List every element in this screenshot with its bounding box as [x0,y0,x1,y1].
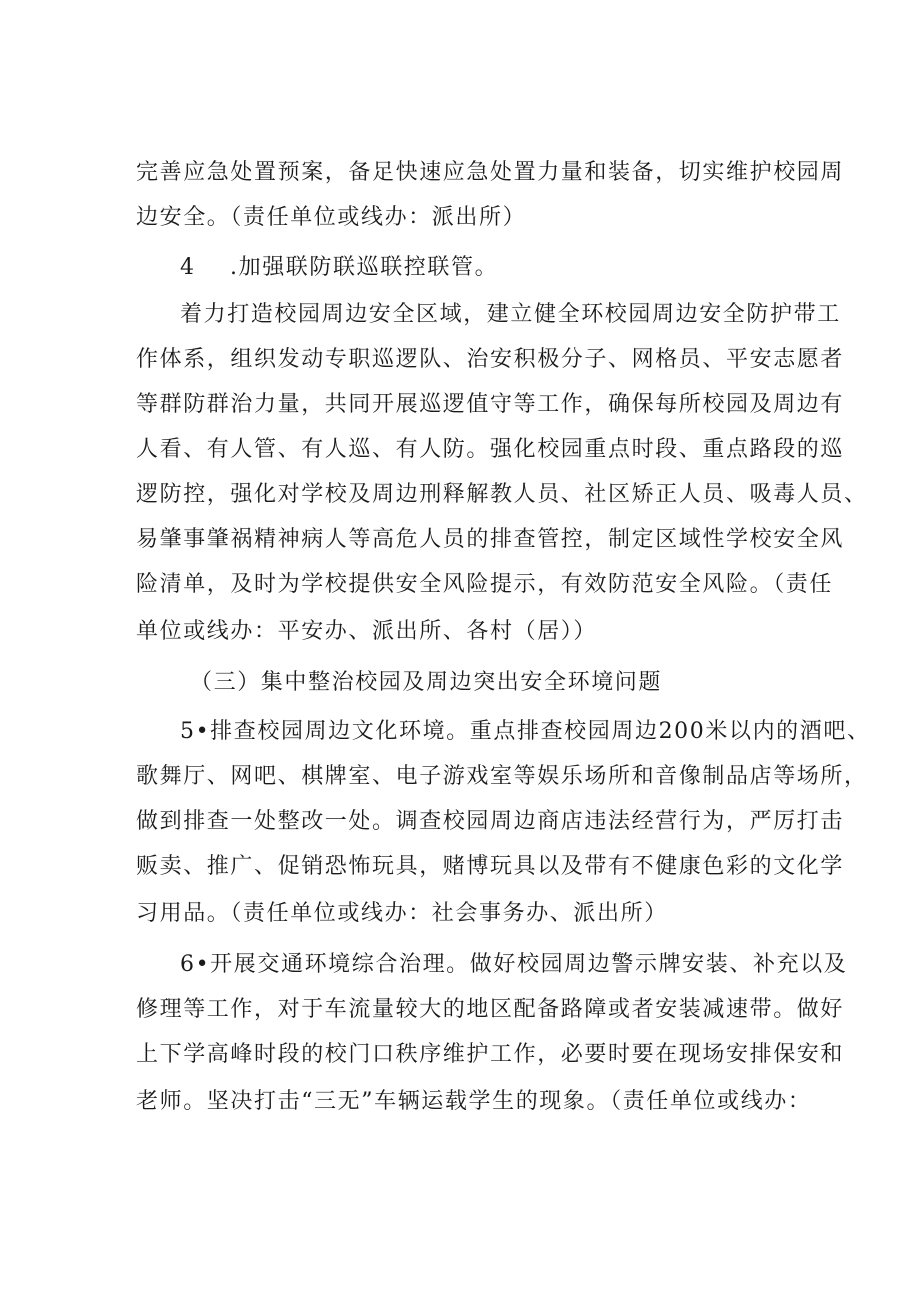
paragraph-line: 险清单，及时为学校提供安全风险提示，有效防范安全风险。（责任 [136,572,834,597]
paragraph-line: 5•排查校园周边文化环境。重点排查校园周边200米以内的酒吧、 [180,719,871,744]
paragraph-line: 易肇事肇祸精神病人等高危人员的排查管控，制定区域性学校安全风 [136,527,845,552]
paragraph-line: 逻防控，强化对学校及周边刑释解教人员、社区矫正人员、吸毒人员、 [136,482,868,507]
paragraph-line: 修理等工作，对于车流量较大的地区配备路障或者安装减速带。做好 [136,997,845,1022]
paragraph-line: 贩卖、推广、促销恐怖玩具，赌博玩具以及带有不健康色彩的文化学 [136,854,845,879]
paragraph-line: 人看、有人管、有人巡、有人防。强化校园重点时段、重点路段的巡 [136,437,845,462]
paragraph-line: 单位或线办：平安办、派出所、各村（居）） [136,619,598,644]
paragraph-line: 完善应急处置预案，备足快速应急处置力量和装备，切实维护校园周 [136,160,845,185]
paragraph-line: 歌舞厅、网吧、棋牌室、电子游戏室等娱乐场所和音像制品店等场所， [136,764,868,789]
heading-title: .加强联防联巡联控联管。 [230,255,499,280]
section-heading-4 [180,253,498,283]
section-heading-3: （三）集中整治校园及周边突出安全环境问题 [190,670,663,695]
paragraph-line: 6•开展交通环境综合治理。做好校园周边警示牌安装、补充以及 [180,952,848,977]
paragraph-line: 作体系，组织发动专职巡逻队、治安积极分子、网格员、平安志愿者 [136,347,845,372]
paragraph-line: 习用品。（责任单位或线办：社会事务办、派出所） [136,901,668,926]
heading-number: 4 [180,255,196,280]
paragraph-line: 边安全。（责任单位或线办：派出所） [136,205,527,230]
paragraph-line: 做到排查一处整改一处。调查校园周边商店违法经营行为，严厉打击 [136,809,845,834]
paragraph-line: 着力打造校园周边安全区域，建立健全环校园周边安全防护带工 [180,302,841,327]
paragraph-line: 老师。坚决打击“三无”车辆运载学生的现象。（责任单位或线办： [136,1089,812,1114]
paragraph-line: 等群防群治力量，共同开展巡逻值守等工作，确保每所校园及周边有 [136,392,845,417]
paragraph-line: 上下学高峰时段的校门口秩序维护工作，必要时要在现场安排保安和 [136,1042,845,1067]
